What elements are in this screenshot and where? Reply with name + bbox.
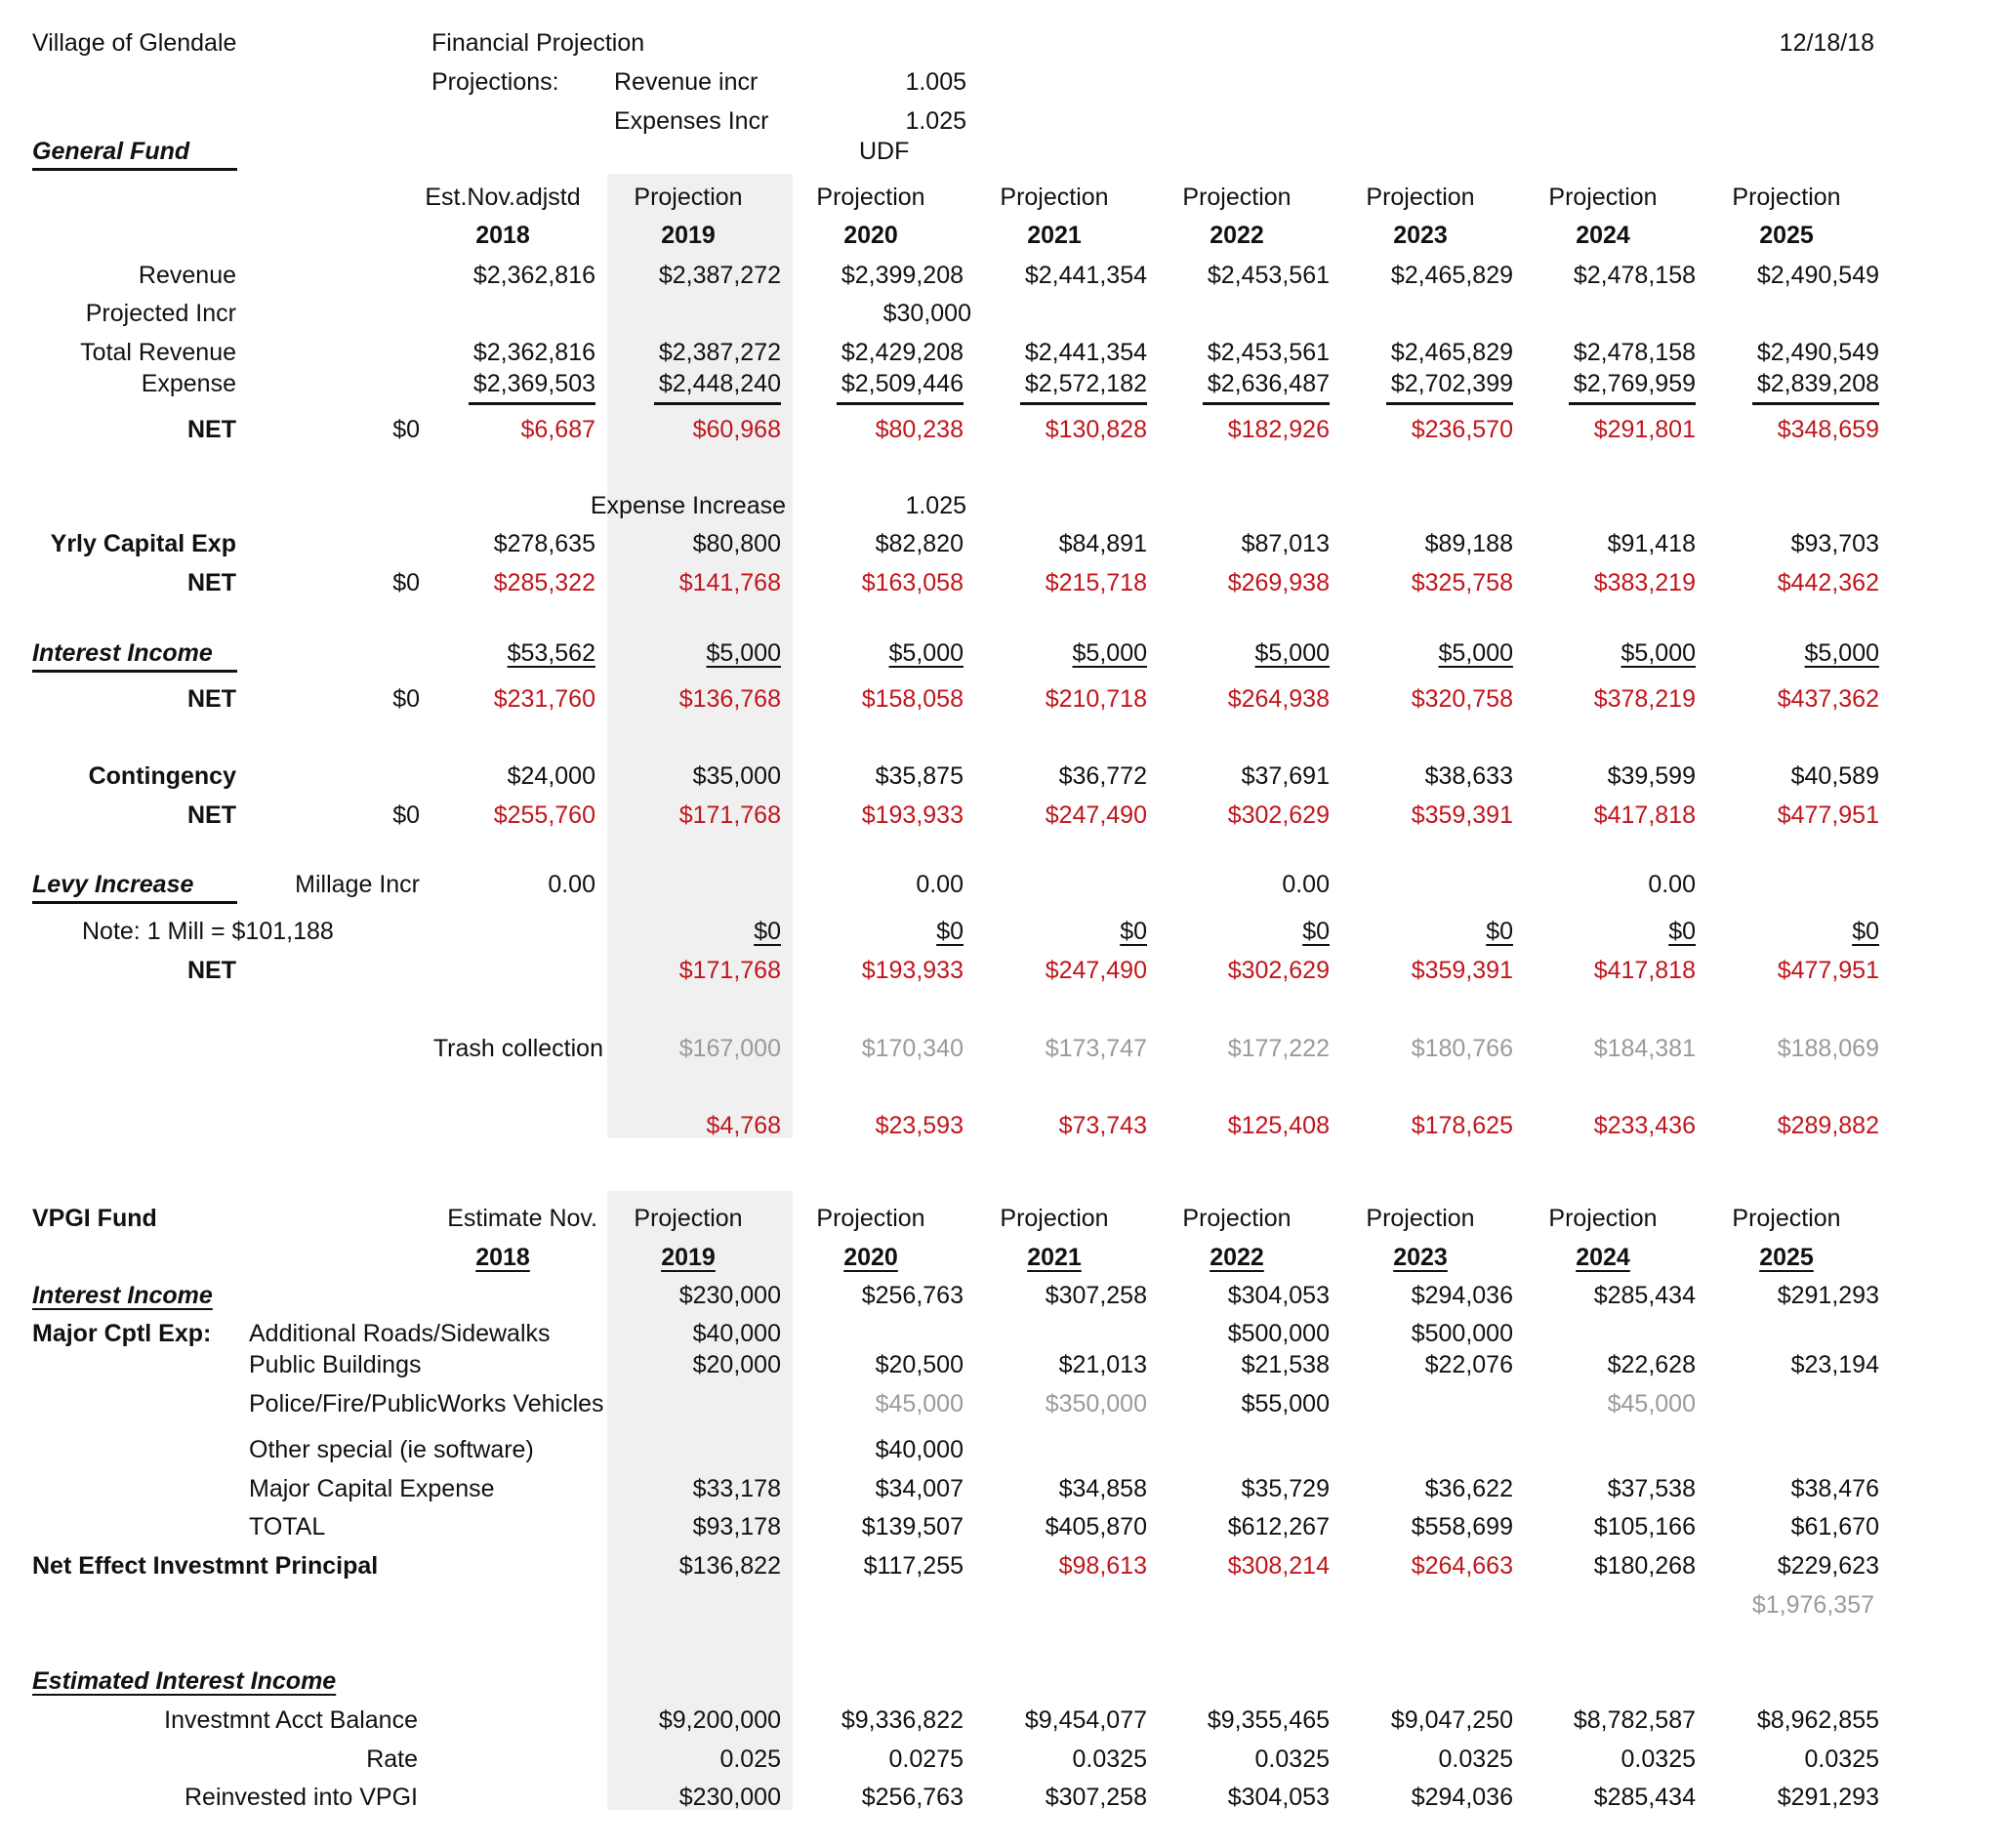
roads-cell-5: $500,000 (1411, 1320, 1513, 1347)
vpgi-col-top-1: Projection (634, 1205, 743, 1232)
expense-cell-7: $2,769,959 (1573, 370, 1696, 397)
net-zero-2: $0 (392, 569, 420, 596)
net3-cell-6: $320,758 (1411, 685, 1513, 713)
trash-cell-2: $170,340 (861, 1035, 964, 1062)
vpgi-col-top-3: Projection (1000, 1205, 1109, 1232)
major-capital-cell-3: $34,858 (1058, 1475, 1147, 1502)
total-revenue-label: Total Revenue (80, 339, 236, 366)
net4-cell-7: $417,818 (1593, 801, 1696, 829)
gf-year-8: 2025 (1759, 222, 1814, 249)
vpgi-year-6: 2023 (1393, 1244, 1448, 1271)
net3-cell-4: $210,718 (1045, 685, 1147, 713)
net-zero-4: $0 (392, 801, 420, 829)
net1-cell-1: $6,687 (520, 416, 595, 443)
net-effect-cell-5: $264,663 (1411, 1552, 1513, 1580)
net2-cell-4: $215,718 (1045, 569, 1147, 596)
net-label-2: NET (187, 569, 236, 596)
vpgi-col-top-2: Projection (816, 1205, 925, 1232)
vpgi-interest-cell-1: $230,000 (678, 1282, 781, 1309)
vehicles-cell-4: $55,000 (1241, 1390, 1330, 1417)
net4-cell-8: $477,951 (1777, 801, 1879, 829)
gf-year-7: 2024 (1576, 222, 1630, 249)
levy-increase-label: Levy Increase (32, 871, 194, 898)
net2-cell-6: $325,758 (1411, 569, 1513, 596)
underline-rule (1203, 402, 1330, 405)
mill-note: Note: 1 Mill = $101,188 (82, 918, 334, 945)
major-capital-cell-4: $35,729 (1241, 1475, 1330, 1502)
vpgi-year-3: 2020 (843, 1244, 898, 1271)
roads-label: Additional Roads/Sidewalks (249, 1320, 551, 1347)
interest-cell-1: $53,562 (507, 639, 595, 667)
reinvested-cell-1: $230,000 (678, 1784, 781, 1811)
capital-cell-2: $80,800 (692, 530, 781, 557)
expense-cell-3: $2,509,446 (841, 370, 964, 397)
vpgi-interest-label: Interest Income (32, 1282, 213, 1309)
contingency-label: Contingency (88, 762, 236, 790)
millage-label: Millage Incr (295, 871, 420, 898)
reinvested-cell-2: $256,763 (861, 1784, 964, 1811)
gf-year-1: 2018 (475, 222, 530, 249)
capital-cell-6: $89,188 (1424, 530, 1513, 557)
interest-cell-8: $5,000 (1804, 639, 1879, 667)
interest-cell-5: $5,000 (1254, 639, 1330, 667)
major-capital-label: Major Capital Expense (249, 1475, 495, 1502)
balance-label: Investmnt Acct Balance (164, 1706, 418, 1734)
gf-col-top-1: Est.Nov.adjstd (425, 184, 581, 211)
contingency-cell-2: $35,000 (692, 762, 781, 790)
trash-cell-6: $184,381 (1593, 1035, 1696, 1062)
interest-cell-4: $5,000 (1072, 639, 1147, 667)
gf-col-top-8: Projection (1732, 184, 1841, 211)
vehicles-cell-2: $45,000 (875, 1390, 964, 1417)
total-revenue-cell-8: $2,490,549 (1756, 339, 1879, 366)
general-fund-title: General Fund (32, 138, 190, 165)
total-cell-3: $405,870 (1045, 1513, 1147, 1540)
rate-cell-4: 0.0325 (1254, 1745, 1330, 1773)
rate-cell-1: 0.025 (719, 1745, 781, 1773)
roads-cell-1: $40,000 (692, 1320, 781, 1347)
underline-rule (1569, 402, 1696, 405)
total-revenue-cell-3: $2,429,208 (841, 339, 964, 366)
balance-cell-3: $9,454,077 (1024, 1706, 1147, 1734)
total-label: TOTAL (249, 1513, 326, 1540)
expense-cell-2: $2,448,240 (658, 370, 781, 397)
contingency-cell-7: $39,599 (1607, 762, 1696, 790)
net5-cell-2: $193,933 (861, 957, 964, 984)
expense-cell-4: $2,572,182 (1024, 370, 1147, 397)
contingency-cell-4: $36,772 (1058, 762, 1147, 790)
balance-cell-5: $9,047,250 (1390, 1706, 1513, 1734)
vpgi-col-top-6: Projection (1548, 1205, 1658, 1232)
projected-incr-value: $30,000 (882, 300, 971, 327)
levy-cell-3: $0 (1120, 918, 1147, 945)
underline-rule (837, 402, 964, 405)
net-effect-cell-7: $229,623 (1777, 1552, 1879, 1580)
balance-cell-7: $8,962,855 (1756, 1706, 1879, 1734)
total-revenue-cell-6: $2,465,829 (1390, 339, 1513, 366)
net-effect-cell-3: $98,613 (1058, 1552, 1147, 1580)
contingency-cell-3: $35,875 (875, 762, 964, 790)
trash-cell-7: $188,069 (1777, 1035, 1879, 1062)
gf-col-top-6: Projection (1366, 184, 1475, 211)
major-capital-cell-7: $38,476 (1790, 1475, 1879, 1502)
rate-label: Rate (366, 1745, 418, 1773)
roads-cell-4: $500,000 (1227, 1320, 1330, 1347)
net-label-3: NET (187, 685, 236, 713)
rate-cell-6: 0.0325 (1620, 1745, 1696, 1773)
vpgi-interest-cell-2: $256,763 (861, 1282, 964, 1309)
net1-cell-4: $130,828 (1045, 416, 1147, 443)
net3-cell-5: $264,938 (1227, 685, 1330, 713)
balance-cell-4: $9,355,465 (1207, 1706, 1330, 1734)
major-capital-cell-2: $34,007 (875, 1475, 964, 1502)
cumulative-total: $1,976,357 (1751, 1591, 1874, 1619)
interest-income-underline (32, 670, 237, 673)
expense-cell-6: $2,702,399 (1390, 370, 1513, 397)
capital-cell-3: $82,820 (875, 530, 964, 557)
millage-cell-3: 0.00 (916, 871, 964, 898)
after-trash-cell-4: $125,408 (1227, 1112, 1330, 1139)
trash-label: Trash collection (432, 1035, 603, 1062)
reinvested-cell-6: $285,434 (1593, 1784, 1696, 1811)
reinvested-label: Reinvested into VPGI (184, 1784, 418, 1811)
after-trash-cell-5: $178,625 (1411, 1112, 1513, 1139)
millage-cell-1: 0.00 (548, 871, 595, 898)
trash-cell-3: $173,747 (1045, 1035, 1147, 1062)
total-cell-7: $61,670 (1790, 1513, 1879, 1540)
underline-rule (654, 402, 781, 405)
net-zero-1: $0 (392, 416, 420, 443)
capital-cell-4: $84,891 (1058, 530, 1147, 557)
gf-year-3: 2020 (843, 222, 898, 249)
gf-year-4: 2021 (1027, 222, 1082, 249)
interest-cell-6: $5,000 (1438, 639, 1513, 667)
underline-rule (1386, 402, 1513, 405)
revenue-cell-4: $2,441,354 (1024, 262, 1147, 289)
contingency-cell-6: $38,633 (1424, 762, 1513, 790)
expense-label: Expense (141, 370, 236, 397)
levy-cell-1: $0 (754, 918, 781, 945)
buildings-cell-3: $21,013 (1058, 1351, 1147, 1378)
after-trash-cell-6: $233,436 (1593, 1112, 1696, 1139)
net4-cell-1: $255,760 (493, 801, 595, 829)
vehicles-label: Police/Fire/PublicWorks Vehicles (249, 1390, 604, 1417)
net2-cell-3: $163,058 (861, 569, 964, 596)
underline-rule (469, 402, 595, 405)
expenses-incr-value: 1.025 (905, 107, 966, 135)
vpgi-interest-cell-7: $291,293 (1777, 1282, 1879, 1309)
net2-cell-5: $269,938 (1227, 569, 1330, 596)
net-label-1: NET (187, 416, 236, 443)
vpgi-col-top-7: Projection (1732, 1205, 1841, 1232)
net1-cell-5: $182,926 (1227, 416, 1330, 443)
vpgi-col-top-4: Projection (1182, 1205, 1292, 1232)
page-title: Financial Projection (431, 29, 645, 57)
revenue-cell-7: $2,478,158 (1573, 262, 1696, 289)
revenue-incr-value: 1.005 (905, 68, 966, 96)
capital-cell-1: $278,635 (493, 530, 595, 557)
net3-cell-8: $437,362 (1777, 685, 1879, 713)
net5-cell-1: $171,768 (678, 957, 781, 984)
expense-cell-5: $2,636,487 (1207, 370, 1330, 397)
after-trash-cell-3: $73,743 (1058, 1112, 1147, 1139)
revenue-cell-3: $2,399,208 (841, 262, 964, 289)
major-capital-cell-5: $36,622 (1424, 1475, 1513, 1502)
gf-year-2: 2019 (661, 222, 716, 249)
capital-label: Yrly Capital Exp (50, 530, 236, 557)
vehicles-cell-6: $45,000 (1607, 1390, 1696, 1417)
reinvested-cell-7: $291,293 (1777, 1784, 1879, 1811)
rate-cell-2: 0.0275 (888, 1745, 964, 1773)
major-capital-cell-1: $33,178 (692, 1475, 781, 1502)
net3-cell-2: $136,768 (678, 685, 781, 713)
underline-rule (1020, 402, 1147, 405)
capital-cell-8: $93,703 (1790, 530, 1879, 557)
after-trash-cell-7: $289,882 (1777, 1112, 1879, 1139)
net3-cell-1: $231,760 (493, 685, 595, 713)
net5-cell-7: $477,951 (1777, 957, 1879, 984)
estimated-interest-title: Estimated Interest Income (32, 1667, 337, 1695)
millage-cell-7: 0.00 (1648, 871, 1696, 898)
total-revenue-cell-1: $2,362,816 (472, 339, 595, 366)
net1-cell-2: $60,968 (692, 416, 781, 443)
expense-increase-value: 1.025 (905, 492, 966, 519)
org-name: Village of Glendale (32, 29, 237, 57)
net3-cell-3: $158,058 (861, 685, 964, 713)
buildings-label: Public Buildings (249, 1351, 422, 1378)
revenue-cell-6: $2,465,829 (1390, 262, 1513, 289)
buildings-cell-1: $20,000 (692, 1351, 781, 1378)
net5-cell-4: $302,629 (1227, 957, 1330, 984)
vpgi-year-4: 2021 (1027, 1244, 1082, 1271)
net5-cell-3: $247,490 (1045, 957, 1147, 984)
net1-cell-6: $236,570 (1411, 416, 1513, 443)
reinvested-cell-4: $304,053 (1227, 1784, 1330, 1811)
net3-cell-7: $378,219 (1593, 685, 1696, 713)
net-label-4: NET (187, 801, 236, 829)
vehicles-cell-3: $350,000 (1045, 1390, 1147, 1417)
vpgi-interest-cell-6: $285,434 (1593, 1282, 1696, 1309)
net-effect-label: Net Effect Investmnt Principal (32, 1552, 379, 1580)
net4-cell-3: $193,933 (861, 801, 964, 829)
net-effect-cell-1: $136,822 (678, 1552, 781, 1580)
gf-col-top-3: Projection (816, 184, 925, 211)
revenue-label: Revenue (138, 262, 236, 289)
levy-cell-4: $0 (1302, 918, 1330, 945)
levy-cell-5: $0 (1486, 918, 1513, 945)
total-cell-2: $139,507 (861, 1513, 964, 1540)
vpgi-col0-top: Estimate Nov. (447, 1205, 597, 1232)
underline-rule (1752, 402, 1879, 405)
balance-cell-1: $9,200,000 (658, 1706, 781, 1734)
special-label: Other special (ie software) (249, 1436, 534, 1463)
gf-year-6: 2023 (1393, 222, 1448, 249)
capital-cell-5: $87,013 (1241, 530, 1330, 557)
gf-col-top-2: Projection (634, 184, 743, 211)
net4-cell-6: $359,391 (1411, 801, 1513, 829)
after-trash-cell-1: $4,768 (706, 1112, 781, 1139)
expense-increase-label: Expense Increase (590, 492, 786, 519)
trash-cell-4: $177,222 (1227, 1035, 1330, 1062)
expense-cell-1: $2,369,503 (472, 370, 595, 397)
expenses-incr-label: Expenses Incr (614, 107, 769, 135)
vpgi-interest-cell-4: $304,053 (1227, 1282, 1330, 1309)
net-zero-3: $0 (392, 685, 420, 713)
reinvested-cell-3: $307,258 (1045, 1784, 1147, 1811)
trash-cell-5: $180,766 (1411, 1035, 1513, 1062)
vpgi-year-5: 2022 (1210, 1244, 1264, 1271)
revenue-cell-2: $2,387,272 (658, 262, 781, 289)
contingency-cell-8: $40,589 (1790, 762, 1879, 790)
revenue-cell-5: $2,453,561 (1207, 262, 1330, 289)
total-revenue-cell-7: $2,478,158 (1573, 339, 1696, 366)
millage-cell-5: 0.00 (1282, 871, 1330, 898)
levy-cell-6: $0 (1668, 918, 1696, 945)
revenue-cell-8: $2,490,549 (1756, 262, 1879, 289)
buildings-cell-7: $23,194 (1790, 1351, 1879, 1378)
buildings-cell-5: $22,076 (1424, 1351, 1513, 1378)
gf-col-top-7: Projection (1548, 184, 1658, 211)
gf-col-top-4: Projection (1000, 184, 1109, 211)
vpgi-interest-cell-5: $294,036 (1411, 1282, 1513, 1309)
balance-cell-6: $8,782,587 (1573, 1706, 1696, 1734)
total-cell-4: $612,267 (1227, 1513, 1330, 1540)
net1-cell-3: $80,238 (875, 416, 964, 443)
vpgi-year-8: 2025 (1759, 1244, 1814, 1271)
contingency-cell-5: $37,691 (1241, 762, 1330, 790)
total-cell-6: $105,166 (1593, 1513, 1696, 1540)
rate-cell-7: 0.0325 (1804, 1745, 1879, 1773)
net-effect-cell-2: $117,255 (863, 1552, 964, 1580)
date: 12/18/18 (1779, 29, 1874, 57)
reinvested-cell-5: $294,036 (1411, 1784, 1513, 1811)
net4-cell-5: $302,629 (1227, 801, 1330, 829)
vpgi-fund-title: VPGI Fund (32, 1205, 157, 1232)
vpgi-year-7: 2024 (1576, 1244, 1630, 1271)
major-cptl-label: Major Cptl Exp: (32, 1320, 212, 1347)
projections-label: Projections: (431, 68, 559, 96)
rate-cell-3: 0.0325 (1072, 1745, 1147, 1773)
levy-cell-7: $0 (1852, 918, 1879, 945)
special-cell-2: $40,000 (875, 1436, 964, 1463)
balance-cell-2: $9,336,822 (841, 1706, 964, 1734)
total-revenue-cell-5: $2,453,561 (1207, 339, 1330, 366)
interest-cell-2: $5,000 (706, 639, 781, 667)
net2-cell-1: $285,322 (493, 569, 595, 596)
buildings-cell-2: $20,500 (875, 1351, 964, 1378)
total-cell-1: $93,178 (692, 1513, 781, 1540)
net-effect-cell-6: $180,268 (1593, 1552, 1696, 1580)
buildings-cell-4: $21,538 (1241, 1351, 1330, 1378)
total-revenue-cell-4: $2,441,354 (1024, 339, 1147, 366)
net1-cell-8: $348,659 (1777, 416, 1879, 443)
net2-cell-7: $383,219 (1593, 569, 1696, 596)
levy-increase-underline (32, 901, 237, 904)
expense-cell-8: $2,839,208 (1756, 370, 1879, 397)
capital-cell-7: $91,418 (1607, 530, 1696, 557)
levy-cell-2: $0 (936, 918, 964, 945)
gf-year-5: 2022 (1210, 222, 1264, 249)
net-label-5: NET (187, 957, 236, 984)
vpgi-year-2: 2019 (661, 1244, 716, 1271)
revenue-incr-label: Revenue incr (614, 68, 759, 96)
buildings-cell-6: $22,628 (1607, 1351, 1696, 1378)
trash-cell-1: $167,000 (678, 1035, 781, 1062)
net-effect-cell-4: $308,214 (1227, 1552, 1330, 1580)
vpgi-interest-cell-3: $307,258 (1045, 1282, 1147, 1309)
interest-cell-3: $5,000 (888, 639, 964, 667)
net5-cell-6: $417,818 (1593, 957, 1696, 984)
contingency-cell-1: $24,000 (507, 762, 595, 790)
general-fund-underline (32, 168, 237, 171)
net5-cell-5: $359,391 (1411, 957, 1513, 984)
vpgi-year-1: 2018 (475, 1244, 530, 1271)
rate-cell-5: 0.0325 (1438, 1745, 1513, 1773)
total-revenue-cell-2: $2,387,272 (658, 339, 781, 366)
net2-cell-8: $442,362 (1777, 569, 1879, 596)
net2-cell-2: $141,768 (678, 569, 781, 596)
udf-label: UDF (859, 138, 910, 165)
after-trash-cell-2: $23,593 (875, 1112, 964, 1139)
net1-cell-7: $291,801 (1593, 416, 1696, 443)
vpgi-col-top-5: Projection (1366, 1205, 1475, 1232)
net4-cell-2: $171,768 (678, 801, 781, 829)
gf-col-top-5: Projection (1182, 184, 1292, 211)
revenue-cell-1: $2,362,816 (472, 262, 595, 289)
interest-income-label: Interest Income (32, 639, 213, 667)
net4-cell-4: $247,490 (1045, 801, 1147, 829)
projected-incr-label: Projected Incr (85, 300, 236, 327)
interest-cell-7: $5,000 (1620, 639, 1696, 667)
major-capital-cell-6: $37,538 (1607, 1475, 1696, 1502)
total-cell-5: $558,699 (1411, 1513, 1513, 1540)
